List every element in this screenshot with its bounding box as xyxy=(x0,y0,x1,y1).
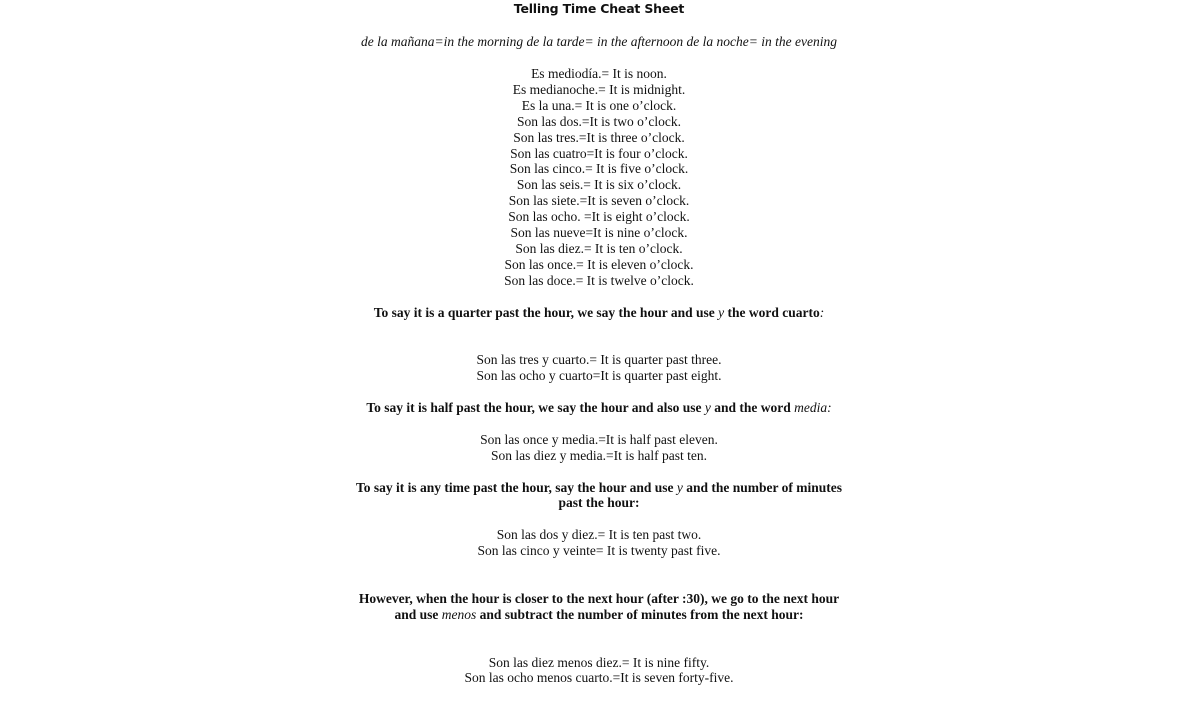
hour-line: Son las nueve=It is nine o’clock. xyxy=(510,225,688,240)
menos-example: Son las ocho menos cuarto.=It is seven forty-five. xyxy=(464,670,734,685)
half-rule-text-b: and the word xyxy=(710,400,795,415)
hour-line: Son las cuatro=It is four o’clock. xyxy=(510,146,688,161)
menos-rule-text-a: and use xyxy=(394,607,442,622)
hour-line: Es la una.= It is one o’clock. xyxy=(521,98,677,113)
quarter-rule-colon: : xyxy=(819,305,825,320)
hour-line: Son las cinco.= It is five o’clock. xyxy=(509,161,689,176)
menos-example: Son las diez menos diez.= It is nine fifty. xyxy=(488,655,710,670)
minutes-rule-heading xyxy=(0,480,1198,496)
hour-line: Es mediodía.= It is noon. xyxy=(531,66,667,81)
half-example: Son las diez y media.=It is half past ten. xyxy=(490,448,708,463)
quarter-example: Son las tres y cuarto.= It is quarter past three. xyxy=(476,352,722,367)
menos-rule-word: menos xyxy=(441,607,477,622)
half-example: Son las once y media.=It is half past eleven. xyxy=(480,432,718,447)
minutes-example: Son las cinco y veinte= It is twenty past five. xyxy=(477,543,721,558)
times-of-day-line: de la mañana=in the morning de la tarde= in the afternoon de la noche= in the evening xyxy=(361,34,837,49)
hour-line: Son las tres.=It is three o’clock. xyxy=(513,130,685,145)
half-rule-heading xyxy=(0,400,1198,416)
quarter-example: Son las ocho y cuarto=It is quarter past eight. xyxy=(476,368,722,383)
minutes-rule-y: y xyxy=(676,480,683,495)
hour-line: Son las once.= It is eleven o’clock. xyxy=(504,257,694,272)
page-title: Telling Time Cheat Sheet xyxy=(513,1,685,16)
minutes-rule-text-a: To say it is any time past the hour, say the hour and use xyxy=(355,480,677,495)
hour-line: Son las ocho. =It is eight o’clock. xyxy=(508,209,690,224)
half-rule-y: y xyxy=(704,400,711,415)
hour-line: Es medianoche.= It is midnight. xyxy=(512,82,686,97)
quarter-rule-y: y xyxy=(718,305,725,320)
half-rule-text-a: To say it is half past the hour, we say the hour and also use xyxy=(366,400,705,415)
menos-rule-heading: However, when the hour is closer to the next hour (after :30), we go to the next hour xyxy=(358,591,840,606)
minutes-example: Son las dos y diez.= It is ten past two. xyxy=(496,527,702,542)
half-rule-word: media: xyxy=(794,400,832,415)
menos-rule-heading-line2 xyxy=(0,607,1198,623)
quarter-rule-heading xyxy=(0,305,1198,321)
menos-rule-text-b: and subtract the number of minutes from the next hour: xyxy=(476,607,804,622)
minutes-rule-text-b: and the number of minutes xyxy=(682,480,843,495)
hour-line: Son las diez.= It is ten o’clock. xyxy=(515,241,683,256)
quarter-rule-text-b: the word cuarto xyxy=(724,305,820,320)
hour-line: Son las doce.= It is twelve o’clock. xyxy=(504,273,694,288)
quarter-rule-text-a: To say it is a quarter past the hour, we say the hour and use xyxy=(373,305,719,320)
minutes-rule-heading-line2: past the hour: xyxy=(558,495,640,510)
hour-line: Son las siete.=It is seven o’clock. xyxy=(508,193,690,208)
hour-line: Son las seis.= It is six o’clock. xyxy=(516,177,682,192)
hour-line: Son las dos.=It is two o’clock. xyxy=(517,114,681,129)
